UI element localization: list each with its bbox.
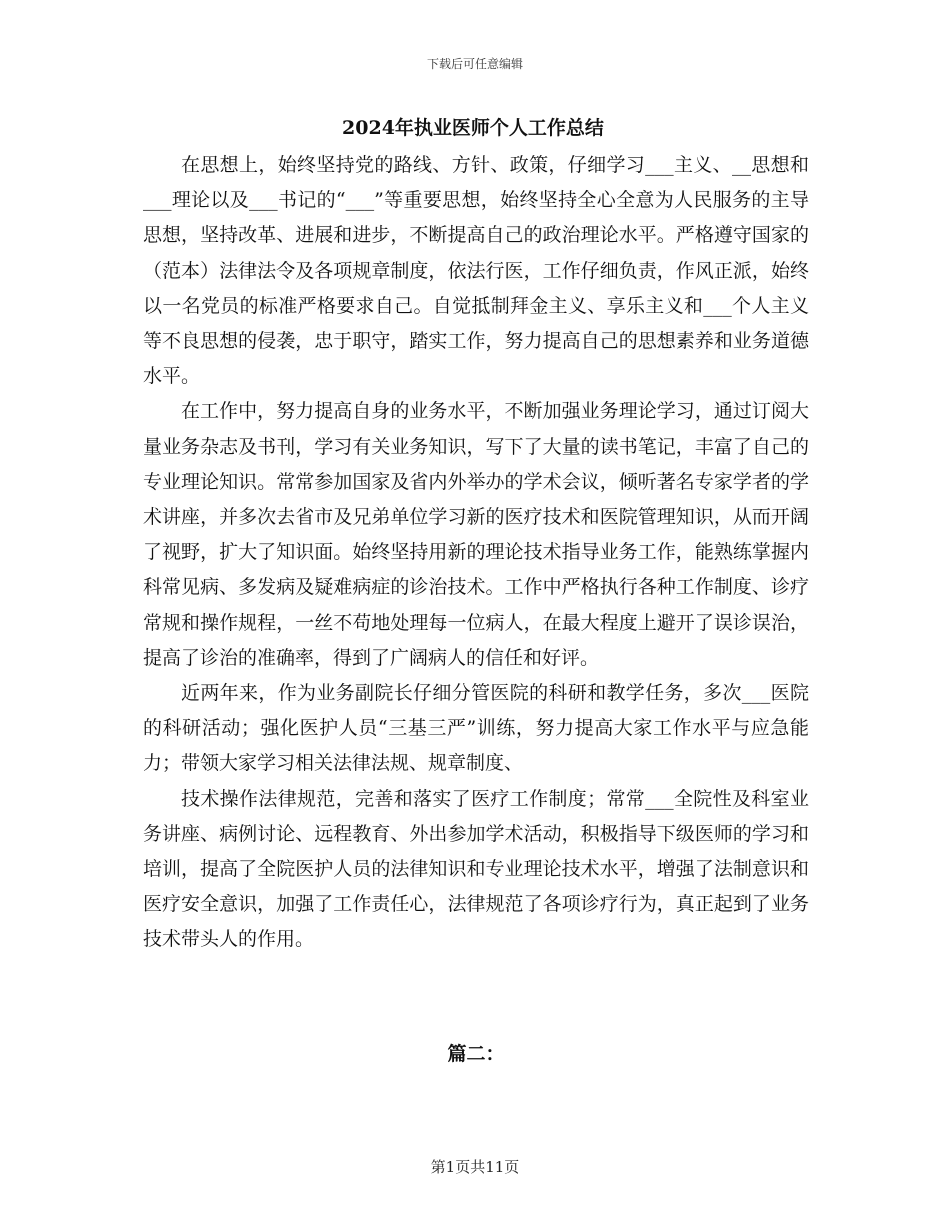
- document-body: [143, 148, 809, 958]
- page-number: 第1页共11页: [430, 1158, 520, 1176]
- paragraph-ideology: 在思想上，始终坚持党的路线、方针、政策，仔细学习___主义、__思想和___理论以及___书记的“___”等重要思想，始终坚持全心全意为人民服务的主导思想，坚持改革、进展和进步，不断提高自己的政治理论水平。严格遵守国家的（范本）法律法令及各项规章制度，依法行医，工作仔细负责，作风正派，始终以一名党员的标准严格要求自己。自觉抵制拜金主义、享乐主义和___个人主义等不良思想的侵袭，忠于职守，踏实工作，努力提高自己的思想素养和业务道德水平。: [143, 154, 809, 388]
- section-heading: 篇二：: [447, 1043, 505, 1065]
- paragraph-training: 技术操作法律规范，完善和落实了医疗工作制度；常常___全院性及科室业务讲座、病例讨论、远程教育、外出参加学术活动，积极指导下级医师的学习和培训，提高了全院医护人员的法律知识和专业理论技术水平，增强了法制意识和医疗安全意识，加强了工作责任心，法律规范了各项诊疗行为，真正起到了业务技术带头人的作用。: [143, 787, 809, 951]
- paragraph-work: 在工作中，努力提高自身的业务水平，不断加强业务理论学习，通过订阅大量业务杂志及书刊，学习有关业务知识，写下了大量的读书笔记，丰富了自己的专业理论知识。常常参加国家及省内外举办的学术会议，倾听著名专家学者的学术讲座，并多次去省市及兄弟单位学习新的医疗技术和医院管理知识，从而开阔了视野，扩大了知识面。始终坚持用新的理论技术指导业务工作，能熟练掌握内科常见病、多发病及疑难病症的诊治技术。工作中严格执行各种工作制度、诊疗常规和操作规程，一丝不苟地处理每一位病人，在最大程度上避开了误诊误治，提高了诊治的准确率，得到了广阔病人的信任和好评。: [143, 400, 809, 669]
- paragraph-management: 近两年来，作为业务副院长仔细分管医院的科研和教学任务，多次___医院的科研活动；强化医护人员“三基三严”训练，努力提高大家工作水平与应急能力；带领大家学习相关法律法规、规章制度、: [143, 682, 809, 775]
- document-title: 2024年执业医师个人工作总结: [342, 117, 604, 139]
- page-header-note: 下载后可任意编辑: [426, 57, 523, 71]
